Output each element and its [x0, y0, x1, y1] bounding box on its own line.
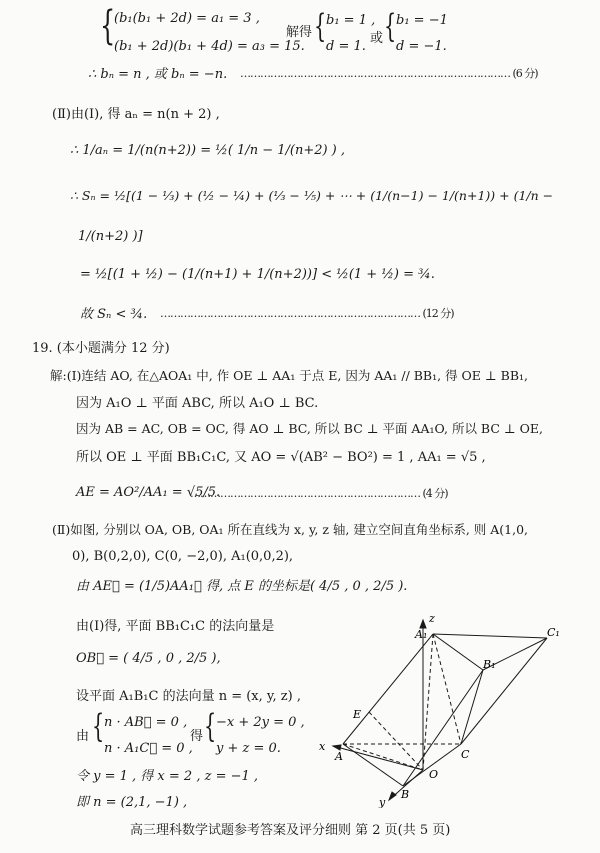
part-2-heading: (Ⅱ)由(Ⅰ), 得 aₙ = n(n + 2) , [52, 107, 220, 122]
from-word: 由 [76, 729, 90, 744]
page-footer: 高三理科数学试题参考答案及评分细则 第 2 页(共 5 页) [130, 823, 451, 838]
solution-b-2: d = −1. [396, 39, 447, 54]
equation-2-cont: 1/(n+2) )] [78, 229, 143, 244]
system-3-eq-2: y + z = 0. [216, 741, 281, 756]
solution-line-2: 因为 A₁O ⊥ 平面 ABC, 所以 A₁O ⊥ BC. [76, 396, 319, 411]
equation-2: ∴ Sₙ = ½[(1 − ⅓) + (½ − ¼) + (⅓ − ⅕) + ⋯ + (1/(n−1) − 1/(n+1)) + (1/n − [70, 188, 554, 203]
solution-brace-1: { [314, 7, 327, 45]
label-o: O [429, 768, 439, 781]
system-2-eq-2: n · A₁C⃗ = 0 , [104, 741, 193, 756]
label-c: C [461, 748, 470, 761]
vector-ob: OB⃗ = ( 4/5 , 0 , 2/5 ), [76, 651, 221, 666]
system-brace-2: { [92, 707, 105, 745]
solution-a-1: b₁ = 1 , [326, 13, 376, 28]
score-6: ……………………………………………………………………… (6 分) [240, 67, 538, 80]
label-b: B [401, 788, 410, 801]
label-x: x [319, 740, 326, 753]
system-eq-2: (b₁ + 2d)(b₁ + 4d) = a₃ = 15. [114, 39, 305, 54]
solution-a-2: d = 1. [326, 39, 366, 54]
conclusion-2: 故 Sₙ < ¾. [80, 307, 148, 322]
get-word: 得 [190, 729, 204, 744]
system-3-eq-1: −x + 2y = 0 , [216, 715, 305, 730]
system-eq-1: (b₁(b₁ + 2d) = a₁ = 3 , [114, 11, 260, 26]
system-2-eq-1: n · AB⃗ = 0 , [104, 715, 188, 730]
label-e: E [353, 708, 362, 721]
problem-19-heading: 19. (本小题满分 12 分) [32, 341, 170, 356]
normal-result: 即 n = (2,1, −1) , [76, 795, 188, 810]
solve-word: 解得 [286, 25, 313, 40]
label-a1: A₁ [415, 628, 428, 641]
set-normal-line: 设平面 A₁B₁C 的法向量 n = (x, y, z) , [76, 689, 301, 704]
label-y: y [379, 796, 386, 808]
part-2-intro: (Ⅱ)如图, 分别以 OA, OB, OA₁ 所在直线为 x, y, z 轴, 建立空间直角坐标系, 则 A(1,0, [52, 522, 529, 537]
solution-brace-2: { [384, 7, 397, 45]
solution-line-3: 因为 AB = AC, OB = OC, 得 AO ⊥ BC, 所以 BC ⊥ 平面 AA₁O, 所以 BC ⊥ OE, [76, 421, 543, 436]
solution-line-5: AE = AO²/AA₁ = √5/5. [76, 485, 221, 500]
label-a: A [335, 750, 343, 763]
point-e-line: 由 AE⃗ = (1/5)AA₁⃗ 得, 点 E 的坐标是( 4/5 , 0 , 2/5 ). [76, 579, 408, 594]
solution-b-1: b₁ = −1 [396, 13, 448, 28]
normal-vector-intro: 由(Ⅰ)得, 平面 BB₁C₁C 的法向量是 [76, 619, 275, 634]
equation-3: = ½[(1 + ½) − (1/(n+1) + 1/(n+2))] < ½(1 + ½) = ¾. [80, 267, 435, 282]
equation-1: ∴ 1/aₙ = 1/(n(n+2)) = ½( 1/n − 1/(n+2) ) , [70, 143, 346, 158]
solution-line-4: 所以 OE ⊥ 平面 BB₁C₁C, 又 AO = √(AB² − BO²) = 1 , AA₁ = √5 , [76, 450, 486, 465]
score-12: …………………………………………………………………… (12 分) [160, 307, 454, 320]
system-brace-3: { [204, 707, 217, 745]
score-4: …………………………………………………………… (4 分) [190, 487, 448, 500]
label-z: z [429, 612, 435, 625]
prism-figure [305, 608, 575, 808]
label-c1: C₁ [547, 626, 560, 639]
solution-line-1: 解:(Ⅰ)连结 AO, 在△AOA₁ 中, 作 OE ⊥ AA₁ 于点 E, 因为 AA₁ // BB₁, 得 OE ⊥ BB₁, [50, 368, 528, 383]
coordinates-line: 0), B(0,2,0), C(0, −2,0), A₁(0,0,2), [72, 549, 294, 564]
system-brace: { [100, 3, 116, 49]
or-word: 或 [370, 31, 384, 46]
set-y-line: 令 y = 1 , 得 x = 2 , z = −1 , [76, 769, 259, 784]
label-b1: B₁ [483, 658, 496, 671]
conclusion-1: ∴ bₙ = n , 或 bₙ = −n. [88, 67, 228, 82]
